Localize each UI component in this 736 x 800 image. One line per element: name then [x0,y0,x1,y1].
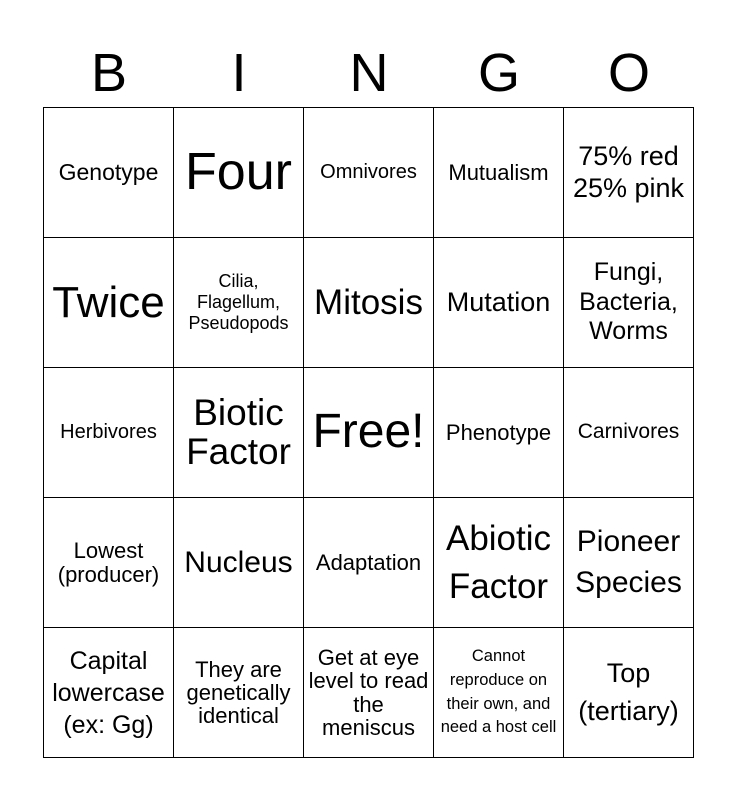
bingo-cell[interactable] [174,368,304,498]
cell-text: Top (tertiary) [578,657,679,726]
bingo-cell[interactable] [174,238,304,368]
cell-text: Abiotic Factor [445,519,552,606]
bingo-cell[interactable] [434,238,564,368]
bingo-board [43,107,694,758]
cell-text: They are genetically identical [186,656,291,729]
bingo-cell[interactable] [174,498,304,628]
bingo-cell[interactable] [44,238,174,368]
bingo-cell[interactable] [44,368,174,498]
header-letter-i: I [231,43,247,103]
cell-text: Mitosis [314,282,423,322]
header-letter-g: G [477,43,520,103]
cell-text: Biotic Factor [186,391,291,472]
bingo-cell[interactable] [434,628,564,758]
bingo-cell[interactable] [44,498,174,628]
cell-text: Get at eye level to read the meniscus [308,645,429,740]
cell-text: Mutualism [448,159,549,185]
cell-text: Phenotype [445,419,552,445]
bingo-cell[interactable] [44,628,174,758]
board-row [44,108,694,238]
bingo-cell[interactable] [304,498,434,628]
free-space-cell[interactable] [304,368,434,498]
cell-text: Four [185,142,292,201]
bingo-cell[interactable] [434,498,564,628]
header-letter-n: N [349,43,389,103]
bingo-cell[interactable] [304,628,434,758]
bingo-header [44,40,694,106]
cell-text: Adaptation [315,549,422,575]
cell-text: Genotype [58,158,159,185]
bingo-cell[interactable] [174,108,304,238]
bingo-cell[interactable] [564,238,694,368]
bingo-cell[interactable] [434,368,564,498]
cell-text: Cannot reproduce on their own, and need a host cell [440,647,557,737]
cell-text: Carnivores [577,420,680,444]
bingo-cell[interactable] [564,628,694,758]
bingo-cell[interactable] [304,108,434,238]
cell-text: Cilia, Flagellum, Pseudopods [188,270,289,334]
bingo-cell[interactable] [564,368,694,498]
bingo-cell[interactable] [564,108,694,238]
cell-text: Free! [312,405,425,459]
header-letter-b: B [90,43,128,103]
board-row [44,238,694,368]
cell-text: Nucleus [184,545,293,579]
bingo-cell[interactable] [304,238,434,368]
cell-text: Pioneer Species [575,525,682,599]
cell-text: Lowest (producer) [57,538,160,587]
bingo-cell[interactable] [564,498,694,628]
board-row [44,368,694,498]
cell-text: 75% red 25% pink [572,140,685,203]
cell-text: Omnivores [320,160,417,183]
header-letter-o: O [607,43,650,103]
cell-text: Herbivores [60,420,157,443]
board-row [44,628,694,758]
cell-text: Fungi, Bacteria, Worms [579,258,678,346]
board-row [44,498,694,628]
cell-text: Capital lowercase (ex: Gg) [52,646,165,739]
bingo-cell[interactable] [44,108,174,238]
bingo-cell[interactable] [434,108,564,238]
cell-text: Mutation [446,286,551,317]
bingo-cell[interactable] [174,628,304,758]
cell-text: Twice [52,277,165,327]
